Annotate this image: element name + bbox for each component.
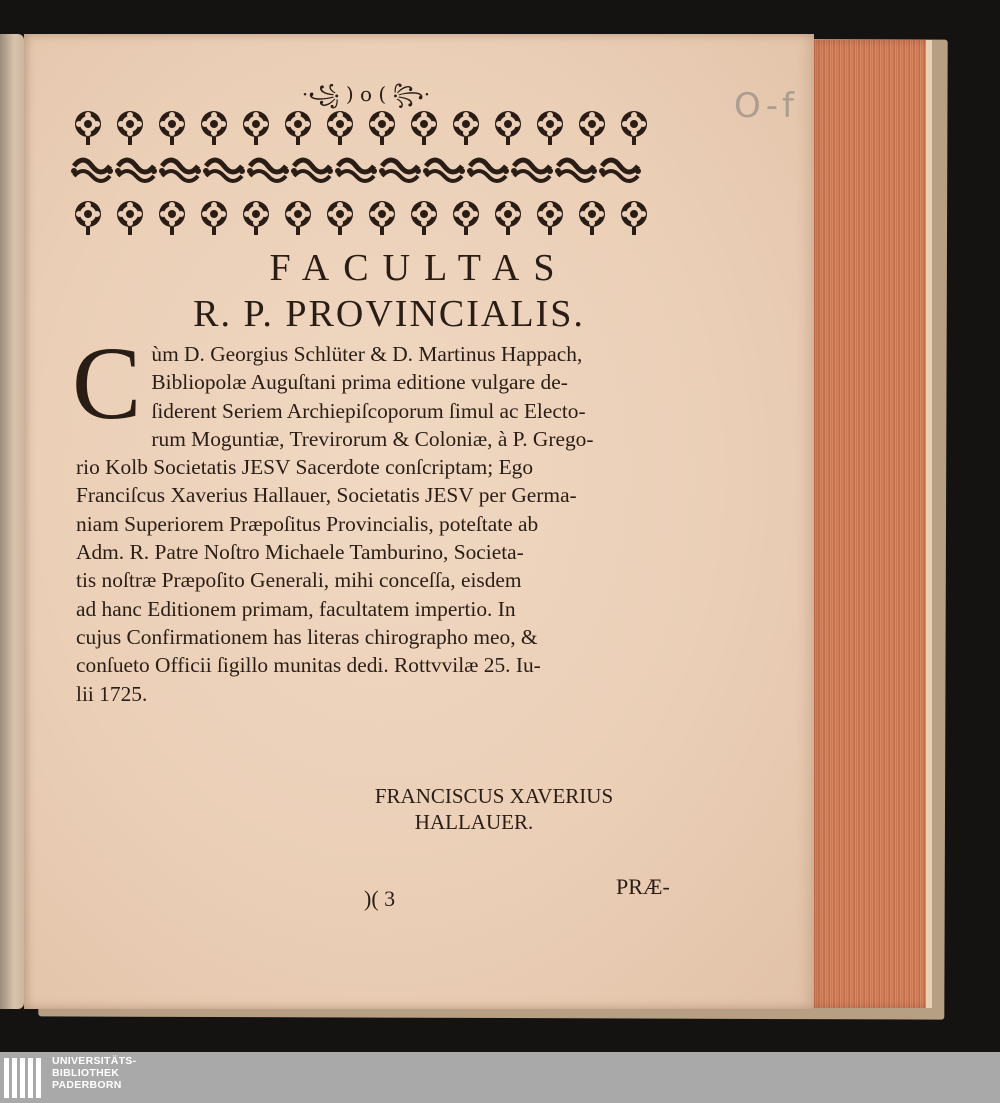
logo-line: UNIVERSITÄTS-: [52, 1055, 137, 1067]
drop-cap: C: [72, 326, 142, 441]
floral-ornament-band: [70, 102, 670, 242]
signature-name: FRANCISCUS XAVERIUS: [374, 784, 614, 808]
library-logo-icon: [4, 1056, 44, 1100]
footer-bar: [0, 1052, 1000, 1103]
body-line: cujus Confirmationem has literas chirographo meo, &: [76, 624, 538, 649]
body-line: lii 1725.: [76, 681, 148, 706]
ornament-row-middle: [71, 160, 641, 181]
library-logo-text: [52, 1055, 136, 1091]
body-line: ad hanc Editionem primam, facultatem impertio. In: [76, 596, 516, 621]
running-head-ornament: ·꧁ ) o ( ꧂·: [301, 82, 431, 106]
body-line: tis noſtræ Præpoſito Generali, mihi conceſſa, eisdem: [76, 568, 522, 593]
ornament-row-bottom: [75, 201, 647, 235]
title-provincialis: R. P. PROVINCIALIS.: [193, 293, 585, 335]
title-facultas: FACULTAS: [269, 247, 569, 289]
left-page-sliver: [0, 34, 24, 1009]
body-line: ùm D. Georgius Schlüter & D. Martinus Happach,: [151, 342, 583, 366]
body-line: ſiderent Seriem Archiepiſcoporum ſimul ac Electo-: [151, 398, 586, 423]
logo-line: BIBLIOTHEK: [52, 1067, 120, 1079]
signature-mark: )( 3: [364, 886, 396, 911]
catchword: PRÆ-: [616, 874, 670, 899]
body-line: rum Moguntiæ, Trevirorum & Coloniæ, à P. Grego-: [151, 426, 594, 451]
signature-surname: HALLAUER.: [414, 810, 534, 834]
body-line: Adm. R. Patre Noſtro Michaele Tamburino, Societa-: [76, 540, 524, 565]
page-edges: [806, 40, 932, 1008]
body-text: [72, 326, 682, 708]
body-line: niam Superiorem Præpoſitus Provincialis, poteſtate ab: [76, 511, 539, 536]
body-line: Bibliopolæ Auguſtani prima editione vulgare de-: [151, 370, 568, 395]
book-page: [24, 34, 814, 1009]
body-line: Franciſcus Xaverius Hallauer, Societatis JESV per Germa-: [76, 483, 577, 508]
pencil-annotation: O-f: [734, 86, 798, 126]
body-line: conſueto Officii ſigillo munitas dedi. Rottvvilæ 25. Iu-: [76, 653, 541, 678]
logo-line: PADERBORN: [52, 1079, 122, 1091]
body-line: rio Kolb Societatis JESV Sacerdote conſcriptam; Ego: [76, 455, 534, 480]
ornament-row-top: [75, 111, 647, 145]
